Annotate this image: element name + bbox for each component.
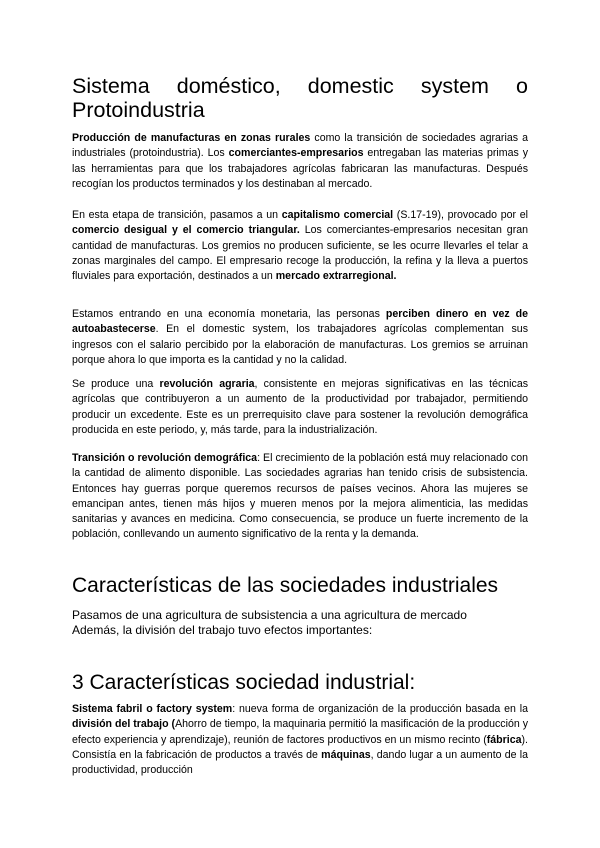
text-run: entregaban las materias primas y las herramientas para que los trabajadores agrícolas fabricaran las manufacturas. Después recogían los productos terminados y los destinaban al mercado. — [72, 147, 528, 190]
text-run: como la transición de sociedades agrarias a industriales (protoindustria). Los — [72, 132, 528, 160]
bold-text: revolución agraria — [159, 378, 255, 390]
bold-text: comerciantes-empresarios — [228, 147, 364, 160]
paragraph-economia-monetaria — [72, 307, 528, 368]
paragraph-revolucion-demografica — [72, 451, 528, 543]
paragraph-produccion-manufacturas — [72, 131, 528, 192]
heading-sistema-domestico: Sistema doméstico, domestic system o Protoindustria — [72, 74, 528, 122]
bold-text: Producción de manufacturas en zonas rurales — [72, 132, 311, 144]
text-line: Además, la división del trabajo tuvo efectos importantes: — [72, 623, 373, 637]
text-run: : nueva forma de organización de la producción basada en la — [232, 703, 529, 715]
text-run: Los comerciantes-empresarios necesitan gran cantidad de manufacturas. Los gremios no producen suficiente, se les ocurre llevarles el telar a zonas marginales del campo. El empresario recoge la producción, la refina y la lleva a puertos fluviales para exportación, destinados a un — [72, 224, 529, 283]
bold-text: perciben dinero en vez de autoabastecerse — [72, 308, 528, 336]
text-run: . En el domestic system, los trabajadores agrícolas complementan sus ingresos con el salario percibido por la elaboración de manufacturas. Los gremios se arruinan porque ahora lo que importa es la cantidad y no la calidad. — [72, 323, 528, 366]
paragraph-revolucion-agraria — [72, 377, 528, 438]
bold-text: máquinas — [321, 748, 371, 761]
bold-text: Sistema fabril o factory system — [72, 703, 233, 715]
paragraph-sistema-fabril — [72, 702, 528, 778]
text-run: Estamos entrando en una economía monetaria, las personas — [72, 308, 386, 320]
paragraph-capitalismo-comercial — [72, 208, 528, 284]
heading-3-caracteristicas: 3 Características sociedad industrial: — [72, 671, 416, 694]
text-run: : El crecimiento de la población está muy relacionado con la cantidad de alimento disponible. Las sociedades agrarias han tenido crisis de subsistencia. Entonces hay guerras porque queremos recursos de países vecinos. Ahora las mujeres se emancipan antes, tienen más hijos y mueren menos por la mejora alimenticia, las medidas sanitarias y avances en medicina. Como consecuencia, se produce un fuerte incremento de la población, conllevando un aumento significativo de la renta y la demanda. — [72, 452, 528, 541]
bold-text: mercado extrarregional. — [275, 270, 397, 283]
bold-text: Transición o revolución demográfica — [72, 452, 258, 464]
text-run: (S.17-19), provocado por el — [393, 209, 528, 221]
bold-text: división del trabajo ( — [72, 718, 176, 731]
heading-caracteristicas-sociedades: Características de las sociedades industriales — [72, 574, 499, 597]
text-run: Ahorro de tiempo, la maquinaria permitió la masificación de la producción y efecto experiencia y aprendizaje), reunión de factores productivos en un mismo recinto ( — [72, 718, 528, 746]
text-run: En esta etapa de transición, pasamos a un — [72, 209, 282, 221]
text-run: , consistente en mejoras significativas en las técnicas agrícolas que contribuyeron a un aumento de la productividad por trabajador, permitiendo producir un excedente. Este es un prerrequisito clave para sostener la revolución demográfica producida en este periodo, y, más tarde, para la industrialización. — [72, 378, 529, 436]
text-run: , dando lugar a un aumento de la productividad, producción — [72, 748, 528, 777]
bold-text: capitalismo comercial — [281, 209, 394, 221]
text-run: Se produce una — [72, 378, 160, 390]
paragraph-agricultura-mercado — [72, 608, 528, 638]
text-line: Pasamos de una agricultura de subsistencia a una agricultura de mercado — [72, 608, 467, 622]
text-run: ). Consistía en la fabricación de productos a través de — [72, 733, 528, 761]
bold-text: comercio desigual y el comercio triangular. — [72, 224, 300, 237]
bold-text: fábrica — [486, 733, 522, 746]
